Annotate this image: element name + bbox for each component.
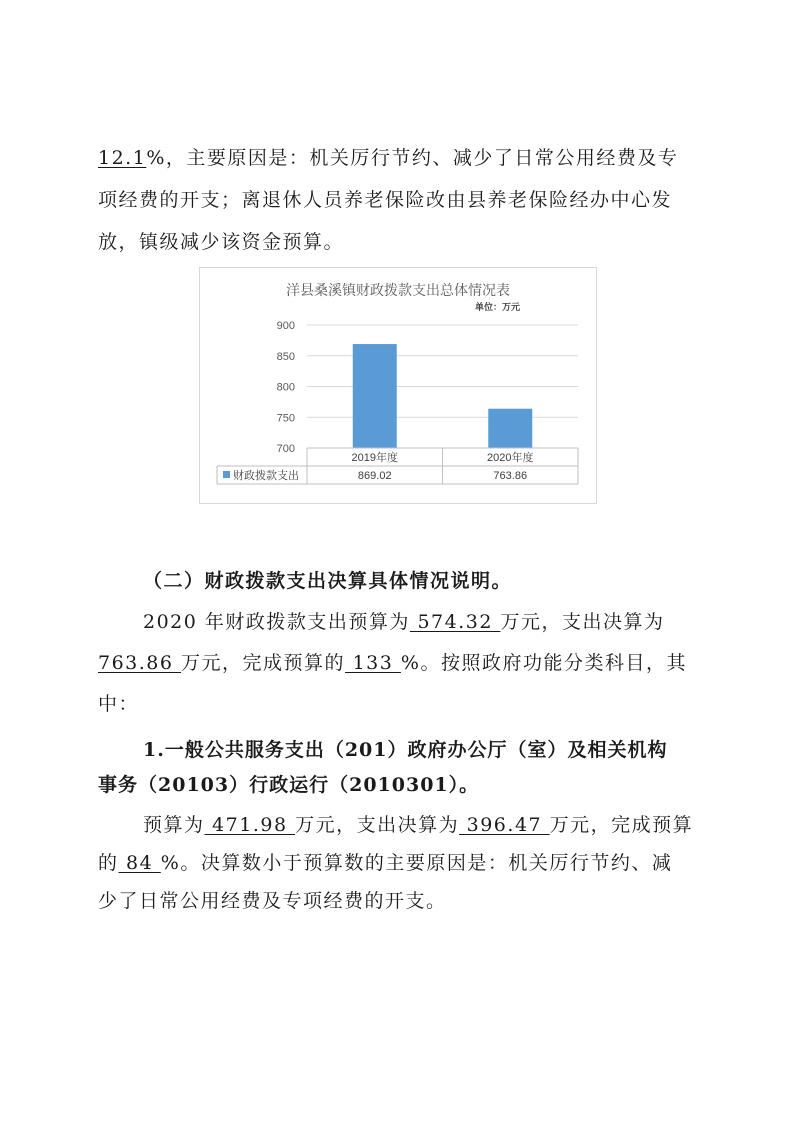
category-label: 2020年度 [487, 452, 534, 464]
completion-rate: 84 [118, 852, 161, 874]
text-segment: 万元，完成预算 [549, 814, 694, 836]
chart-container [199, 267, 597, 504]
y-tick-label: 750 [276, 412, 295, 425]
item-heading: 1.一般公共服务支出（201）政府办公厅（室）及相关机构 [143, 739, 668, 761]
bar [488, 409, 532, 448]
chart-unit: 单位：万元 [475, 303, 521, 313]
y-tick-label: 800 [276, 381, 295, 394]
budget-value: 574.32 [409, 611, 501, 633]
actual-value: 763.86 [98, 652, 182, 674]
text-line [98, 143, 678, 170]
text-line: 项经费的开支；离退休人员养老保险改由县养老保险经办中心发 [98, 189, 673, 211]
y-tick-label: 900 [276, 320, 295, 332]
text-segment: 的 [98, 852, 119, 874]
bar-chart [200, 268, 596, 503]
section-heading: （二）财政拨款支出决算具体情况说明。 [143, 570, 513, 592]
legend-label: 财政拨款支出 [233, 470, 299, 482]
text-line [143, 810, 693, 837]
text-line: 中： [98, 693, 140, 715]
item-heading: 事务（20103）行政运行（2010301）。 [98, 774, 480, 796]
legend-swatch [223, 471, 230, 478]
text-segment: 万元，完成预算的 [181, 652, 346, 674]
actual-value: 396.47 [459, 814, 550, 836]
text-segment: 万元，支出决算为 [295, 814, 460, 836]
text-segment: %，主要原因是：机关厉行节约、减少了日常公用经费及专 [146, 147, 679, 169]
data-label: 869.02 [357, 470, 392, 482]
text-segment: 预算为 [143, 814, 205, 836]
text-line [143, 607, 664, 634]
text-segment: 万元，支出决算为 [500, 611, 665, 633]
y-tick-label: 850 [276, 350, 295, 363]
text-segment: %。决算数小于预算数的主要原因是：机关厉行节约、减 [160, 852, 673, 874]
data-label: 763.86 [493, 470, 528, 482]
text-line [98, 848, 672, 875]
text-line: 少了日常公用经费及专项经费的开支。 [98, 890, 447, 912]
budget-value: 471.98 [204, 814, 296, 836]
category-label: 2019年度 [351, 452, 398, 464]
bar [353, 344, 397, 448]
chart-title: 洋县桑溪镇财政拨款支出总体情况表 [286, 283, 510, 299]
text-segment: 2020 年财政拨款支出预算为 [143, 611, 410, 633]
text-line: 放，镇级减少该资金预算。 [98, 231, 345, 253]
percentage-value: 12.1 [98, 147, 147, 169]
completion-rate: 133 [345, 652, 401, 674]
text-line [98, 648, 687, 675]
text-segment: %。按照政府功能分类科目，其 [400, 652, 687, 674]
y-tick-label: 700 [276, 443, 295, 455]
